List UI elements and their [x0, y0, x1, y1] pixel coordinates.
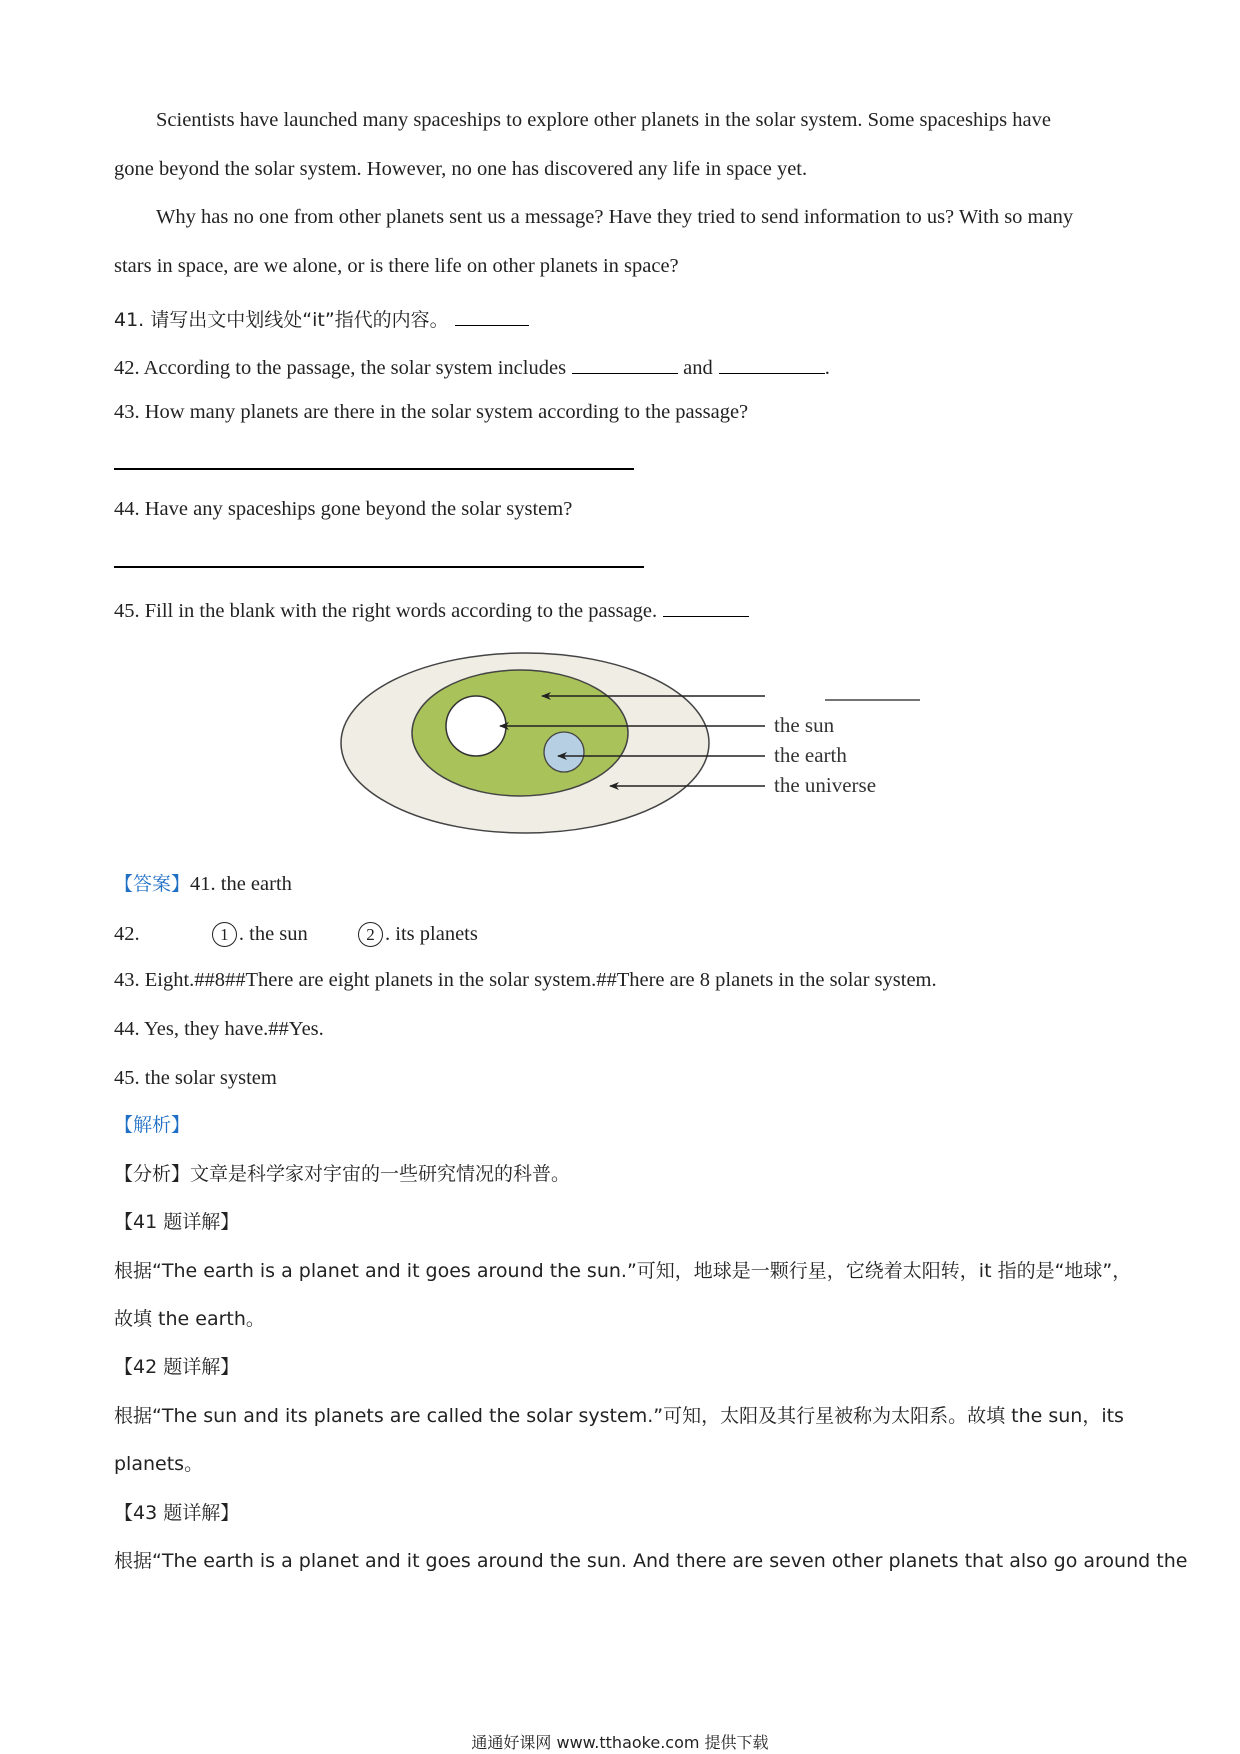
detail-41-line2: 故填 the earth。 [114, 1308, 265, 1330]
answer-42-item1: . the sun [238, 923, 308, 945]
question-41-text: 41. 请写出文中划线处“it”指代的内容。 [114, 309, 449, 331]
answer-41-text: 41. the earth [190, 873, 292, 895]
passage-p2-line1: Why has no one from other planets sent us a message? Have they tried to send information to us? With so many [156, 206, 1074, 228]
label-earth: the earth [774, 743, 847, 767]
passage-p2-line2: stars in space, are we alone, or is there life on other planets in space? [114, 255, 679, 277]
question-42-text: 42. According to the passage, the solar system includes [114, 357, 567, 379]
question-41 [114, 305, 529, 330]
answer-42 [114, 922, 478, 947]
passage-p1-line1: Scientists have launched many spaceships to explore other planets in the solar system. Some spaceships have [156, 109, 1051, 131]
circled-number-2: 2 [358, 922, 383, 947]
answer-tag: 【答案】 [114, 873, 191, 895]
solar-system-ellipse [412, 670, 628, 796]
passage-p1-line2: gone beyond the solar system. However, no one has discovered any life in space yet. [114, 158, 808, 180]
analysis-tag: 【解析】 [114, 1114, 191, 1136]
heading-43-detail: 【43 题详解】 [114, 1502, 240, 1524]
heading-41-detail: 【41 题详解】 [114, 1211, 240, 1233]
question-42-and: and [683, 357, 713, 379]
answer-42-item2: . its planets [385, 923, 478, 945]
answer-41 [114, 874, 292, 895]
question-44: 44. Have any spaceships gone beyond the solar system? [114, 498, 573, 520]
question-45 [114, 596, 749, 622]
detail-41-line1: 根据“The earth is a planet and it goes around the sun.”可知，地球是一颗行星，它绕着太阳转，it 指的是“地球”， [114, 1260, 1132, 1282]
sun-circle [446, 696, 506, 756]
answer-blank-42a [572, 353, 678, 374]
question-43: 43. How many planets are there in the solar system according to the passage? [114, 401, 749, 423]
detail-43-line1: 根据“The earth is a planet and it goes around the sun. And there are seven other planets that also go around the [114, 1550, 1188, 1572]
analysis-summary: 【分析】文章是科学家对宇宙的一些研究情况的科普。 [114, 1163, 571, 1185]
answer-line-43 [114, 468, 634, 470]
answer-43: 43. Eight.##8##There are eight planets in the solar system.##There are 8 planets in the solar system. [114, 969, 937, 991]
question-42 [114, 353, 830, 379]
answer-45: 45. the solar system [114, 1067, 277, 1089]
label-sun: the sun [774, 713, 835, 737]
answer-44: 44. Yes, they have.##Yes. [114, 1018, 324, 1040]
question-45-text: 45. Fill in the blank with the right words according to the passage. [114, 600, 658, 622]
heading-42-detail: 【42 题详解】 [114, 1356, 240, 1378]
detail-42-line1: 根据“The sun and its planets are called the solar system.”可知，太阳及其行星被称为太阳系。故填 the sun，its [114, 1405, 1124, 1427]
circled-number-1: 1 [212, 922, 237, 947]
label-universe: the universe [774, 773, 877, 797]
question-42-period: . [824, 357, 830, 379]
answer-blank-42b [719, 353, 825, 374]
answer-blank-41 [455, 305, 529, 326]
earth-circle [544, 732, 584, 772]
answer-blank-45 [663, 596, 749, 617]
detail-42-line2: planets。 [114, 1453, 204, 1475]
page-footer: 通通好课网 www.tthaoke.com 提供下载 [471, 1733, 769, 1752]
answer-line-44 [114, 566, 644, 568]
answer-42-number: 42. [114, 923, 140, 945]
solar-system-diagram [340, 648, 940, 838]
